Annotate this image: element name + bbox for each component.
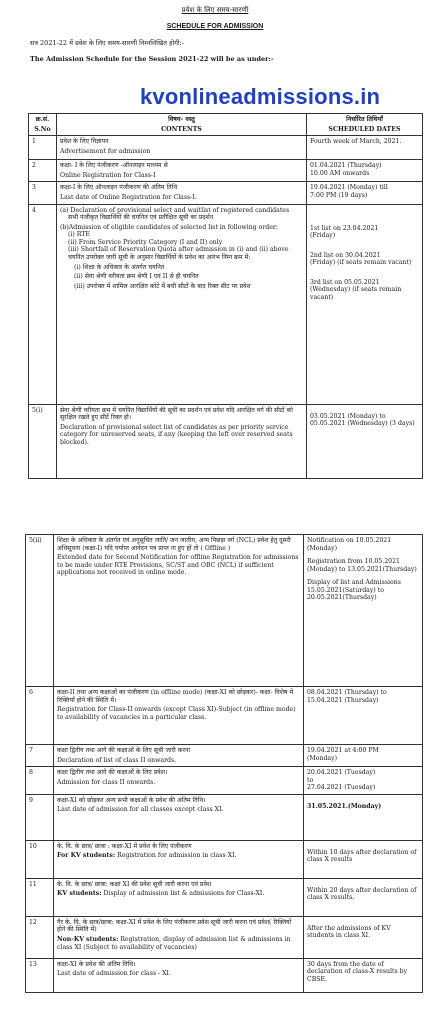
table-row [29,404,423,478]
table-row [26,767,423,795]
row-date: 01.04.2021 (Thursday) 10.00 AM onwards [307,160,423,182]
row-date: Within 10 days after declaration of class X results [304,840,423,878]
title-hindi: प्रवेश के लिए समय-सारणी [181,6,249,14]
row-number: 3 [29,182,57,204]
table-row [26,687,423,745]
row-number: 5(ii) [26,535,54,687]
row-number: 6 [26,687,54,745]
row-content: शिक्षा के अधिकार के अंतर्गत एवं अनुसूचित जाति/ जन जातीय, अन्य पिछड़ा वर्ग (NCL) प्रवेश हेतु दूसरी अधिसूचना (कक्षा-I) यदि पर्याप्त आवेदन पत्र प्राप्त ना हुए हों तो ( Offline ) Extended date for Second Notification for offline Registration for admissions to be made under RTE Provisions, SC/ST and OBC (NCL) if sufficient applications not received in online mode. [54,535,304,687]
schedule-table-part-1 [28,113,423,479]
table-row [26,794,423,840]
row-content: कक्षा द्वितीय तथा आगे की कक्षाओं के लिए प्रवेश। Admission for class II onwards. [54,767,304,795]
row-date: 08.04.2021 (Thursday) to 15.04.2021 (Thursday) [304,687,423,745]
row-date: Notification on 10.05.2021 (Monday) Registration from 10.05.2021 (Monday) to 13.05.2021(Thursday) Display of list and Admissions 15.05.2021(Saturday) to 20.05.2021(Thursday) [304,535,423,687]
row-content: कक्षा द्वितीय तथा आगे की कक्षाओं के लिए सूची जारी करना Declaration of list of class II onwards. [54,745,304,767]
header-sno: क्र.सं. S.No [29,114,57,136]
row-number: 12 [26,916,54,958]
row-date: 1st list on 23.04.2021 (Friday) 2nd list on 30.04.2021 (Friday) (if seats remain vacant) 3rd list on 05.05.2021 (Wednesday) (if seats remain vacant) [307,204,423,404]
row-date: 19.04.2021 (Monday) till 7:00 PM (19 days) [307,182,423,204]
row-content: सेवा श्रेणी वरीयता क्रम में चयनित विद्यार्थियों की सूची का प्रदर्शन एवं प्रवेश यदि आरक्षित वर्ग की सीटों को सुरक्षित रखते हुए सीटें रिक्त हो। Declaration of provisional select list of candidates as per priority service category for unreserved seats, if any (keeping the left over reserved seats blocked). [57,404,307,478]
row-number: 9 [26,794,54,840]
row-content: गैर के. वि. के छात्र/छात्रा: कक्षा-XI में प्रवेश के लिए पंजीकरण प्रवेश सूची जारी करना एवं प्रवेश( रिक्तियों होने की स्थिति में) Non-KV students: Registration, display of admission list & admissions in class XI (Subject to availability of vacancies) [54,916,304,958]
row-number: 4 [29,204,57,404]
table-row [29,160,423,182]
row-date: 30 days from the date of declaration of class-X results by CBSE. [304,958,423,992]
row-date: 20.04.2021 (Tuesday) to 27.04.2021 (Tuesday) [304,767,423,795]
schedule-table-part-2 [25,534,423,993]
table-row [26,916,423,958]
row-content: कक्षा-II तथा अन्य कक्षाओं का पंजीकरण (in offline mode) (कक्षा-XI को छोड़कर)- कक्षा- विशेष में रिक्तियाँ होने की स्थिति में। Registration for Class-II onwards (except Class XI)-Subject (in offline mode) to availability of vacancies in a particular class. [54,687,304,745]
row-content: के. वि. के छात्र/ छात्रा: कक्षा XI की प्रवेश सूची जारी करना एवं प्रवेश KV students: Display of admission list & admissions for Class-XI. [54,878,304,916]
table-row [26,958,423,992]
row-date: 31.05.2021.(Monday) [304,794,423,840]
row-content: कक्षा-XI को छोड़कर अन्य सभी कक्षाओं के प्रवेश की अंतिम तिथि। Last date of admission for all classes except class XI. [54,794,304,840]
row-number: 10 [26,840,54,878]
row-date: Within 20 days after declaration of class X results. [304,878,423,916]
table-row [29,182,423,204]
row-date: 03.05.2021 (Monday) to 05.05.2021 (Wednesday) (3 days) [307,404,423,478]
row-number: 11 [26,878,54,916]
intro-hindi: सत्र 2021-22 में प्रवेश के लिए समय-सारणी निम्नलिखित होगी:- [30,39,184,47]
table-row [26,535,423,687]
table-row [29,204,423,404]
row-number: 2 [29,160,57,182]
row-number: 7 [26,745,54,767]
row-content: प्रवेश के लिए विज्ञापन Advertisement for admission [57,136,307,160]
intro-english: The Admission Schedule for the Session 2021-22 will be as under:- [30,55,274,63]
header-dates: निर्धारित तिथियाँ SCHEDULED DATES [307,114,423,136]
row-content: कक्षा-XI के प्रवेश की अंतिम तिथि। Last date of admission for class - XI. [54,958,304,992]
title-english: SCHEDULE FOR ADMISSION [166,23,264,30]
row-date: Fourth week of March, 2021. [307,136,423,160]
row-number: 13 [26,958,54,992]
row-content: के. वि. के छात्र/ छात्रा : कक्षा-XI में प्रवेश के लिए पंजीकरण For KV students: Registration for admission in class XI. [54,840,304,878]
watermark-text: kvonlineadmissions.in [140,84,381,109]
row-number: 1 [29,136,57,160]
row-content: कक्षा- I के लिए पंजीकरण -ऑनलाइन माध्यम से Online Registration for Class-I [57,160,307,182]
row-content: (a) Declaration of provisional select and waitlist of registered candidates सभी पंजीकृत विद्यार्थियों की चयनित एवं प्रतीक्षित सूची का प्रदर्शन (b)Admission of eligible candidates of selected list in following order: (i) RTE (ii) From Service Priority Category (I and II) only (iii) Shortfall of Reservation Quota after admission in (i) and (ii) above चयनित उपरोक्त जारी सूची के अनुसार विद्यार्थियों के प्रवेश का आरंभ निम्न क्रम में: (i) शिक्षा के अधिकार के अंतर्गत चयनित (ii) सेवा श्रेणी वरीयता क्रम श्रेणी I एवं II से ही चयनित (iii) उपरोक्त में शामिल आरक्षित कोटे में बची सीटों के बाद रिक्त सीट पर प्रवेश [57,204,307,404]
row-content: कक्षा-I के लिए ऑनलाइन पंजीकरण की अंतिम तिथि Last date of Online Registration for Class-I. [57,182,307,204]
table-row [26,878,423,916]
row-number: 8 [26,767,54,795]
table-row [26,745,423,767]
table-row [26,840,423,878]
table-header-row [29,114,423,136]
row-number: 5(i) [29,404,57,478]
row-date: 19.04.2021 at 4:00 PM (Monday) [304,745,423,767]
table-row [29,136,423,160]
row-date: After the admissions of KV students in class XI. [304,916,423,958]
header-contents: विषय- वस्तु CONTENTS [57,114,307,136]
